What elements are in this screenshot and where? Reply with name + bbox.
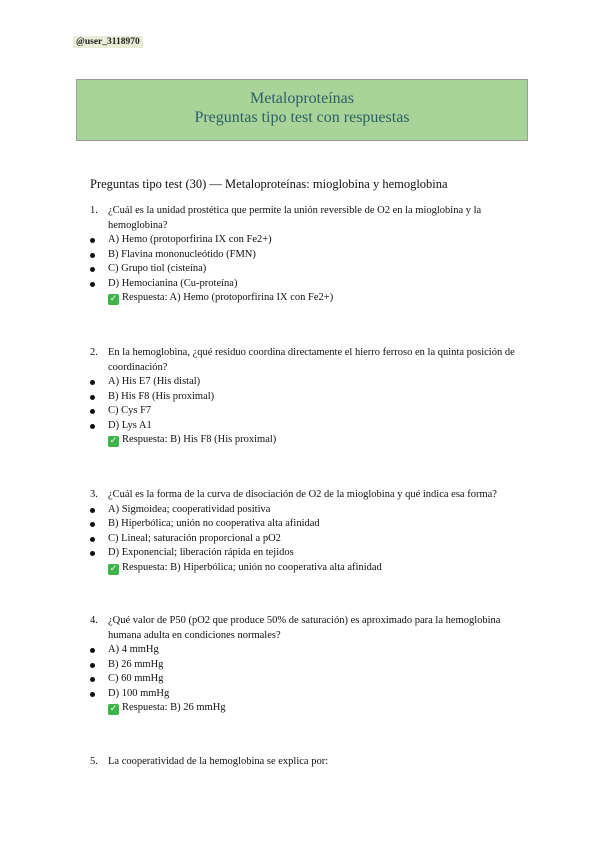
- option-text: C) 60 mmHg: [108, 673, 164, 684]
- bullet-icon: [90, 424, 95, 429]
- question-stem: [90, 755, 530, 770]
- check-icon: ✓: [109, 294, 118, 304]
- option-text: C) Grupo tiol (cisteína): [108, 263, 207, 274]
- answer-line: [90, 701, 530, 716]
- question-stem: [90, 614, 530, 643]
- question-text: En la hemoglobina, ¿qué residuo coordina directamente el hierro ferroso en la quinta posición de coordinación?: [108, 347, 515, 373]
- bullet-icon: [90, 663, 95, 668]
- bullet-icon: [90, 692, 95, 697]
- option-item: [90, 404, 530, 419]
- question-number: 4.: [90, 615, 98, 626]
- question-text: ¿Qué valor de P50 (pO2 que produce 50% de saturación) es aproximado para la hemoglobina humana adulta en condiciones normales?: [108, 615, 501, 641]
- option-text: A) 4 mmHg: [108, 644, 159, 655]
- option-text: D) Hemocianina (Cu-proteína): [108, 277, 238, 289]
- option-item: [90, 672, 530, 687]
- option-item: [90, 262, 530, 277]
- option-text: B) 26 mmHg: [108, 658, 164, 670]
- question-text: La cooperatividad de la hemoglobina se explica por:: [108, 756, 329, 767]
- answer-line: [90, 433, 530, 448]
- question-stem: [90, 346, 530, 375]
- answer-text: Respuesta: B) Hiperbólica; unión no cooperativa alta afinidad: [122, 561, 382, 573]
- question-number: 1.: [90, 205, 98, 216]
- question-number: 2.: [90, 347, 98, 358]
- question-1: [90, 204, 530, 306]
- question-stem: [90, 488, 530, 503]
- bullet-icon: [90, 409, 95, 414]
- question-5: [90, 755, 530, 770]
- option-item: [90, 248, 530, 263]
- banner-title: Metaloproteínas: [250, 90, 354, 107]
- option-item: [90, 233, 530, 248]
- bullet-icon: [90, 508, 95, 513]
- option-text: A) His E7 (His distal): [108, 376, 201, 387]
- bullet-icon: [90, 677, 95, 682]
- question-2: [90, 346, 530, 448]
- option-text: C) Lineal; saturación proporcional a pO2: [108, 532, 281, 544]
- bullet-icon: [90, 395, 95, 400]
- bullet-icon: [90, 253, 95, 258]
- answer-text: Respuesta: B) 26 mmHg: [122, 702, 226, 713]
- option-item: [90, 375, 530, 390]
- answer-line: [90, 291, 530, 306]
- option-text: D) Exponencial; liberación rápida en tejidos: [108, 547, 294, 558]
- option-text: D) Lys A1: [108, 419, 152, 431]
- option-text: A) Hemo (protoporfirina IX con Fe2+): [108, 234, 272, 245]
- question-number: 3.: [90, 489, 98, 500]
- user-watermark: @user_3118970: [73, 36, 143, 48]
- bullet-icon: [90, 537, 95, 542]
- bullet-icon: [90, 522, 95, 527]
- answer-text: Respuesta: A) Hemo (protoporfirina IX con Fe2+): [122, 292, 334, 303]
- option-text: A) Sigmoidea; cooperatividad positiva: [108, 503, 271, 515]
- bullet-icon: [90, 238, 95, 243]
- option-text: C) Cys F7: [108, 405, 152, 416]
- option-item: [90, 277, 530, 292]
- question-4: [90, 614, 530, 716]
- option-item: [90, 419, 530, 434]
- answer-line: [90, 561, 530, 576]
- question-stem: [90, 204, 530, 233]
- bullet-icon: [90, 551, 95, 556]
- check-icon: ✓: [109, 563, 118, 574]
- check-icon: ✓: [109, 436, 118, 446]
- option-item: [90, 687, 530, 702]
- option-item: [90, 532, 530, 547]
- option-item: [90, 643, 530, 658]
- option-item: [90, 503, 530, 518]
- answer-text: Respuesta: B) His F8 (His proximal): [122, 434, 277, 445]
- question-text: ¿Cuál es la forma de la curva de disociación de O2 de la mioglobina y qué indica esa forma?: [108, 489, 497, 500]
- option-text: D) 100 mmHg: [108, 687, 170, 699]
- question-3: [90, 488, 530, 575]
- option-item: [90, 658, 530, 673]
- intro-heading: Preguntas tipo test (30) — Metaloproteínas: mioglobina y hemoglobina: [90, 177, 448, 191]
- question-text: ¿Cuál es la unidad prostética que permite la unión reversible de O2 en la mioglobina y la hemoglobina?: [108, 205, 482, 231]
- option-item: [90, 517, 530, 532]
- banner-subtitle: Preguntas tipo test con respuestas: [194, 109, 410, 126]
- option-text: B) His F8 (His proximal): [108, 390, 215, 402]
- bullet-icon: [90, 380, 95, 385]
- check-icon: ✓: [109, 704, 118, 714]
- bullet-icon: [90, 282, 95, 287]
- title-banner: [76, 79, 528, 141]
- option-text: B) Flavina mononucleótido (FMN): [108, 248, 256, 260]
- option-text: B) Hiperbólica; unión no cooperativa alta afinidad: [108, 518, 320, 529]
- question-number: 5.: [90, 756, 98, 767]
- option-item: [90, 546, 530, 561]
- option-item: [90, 390, 530, 405]
- bullet-icon: [90, 267, 95, 272]
- bullet-icon: [90, 648, 95, 653]
